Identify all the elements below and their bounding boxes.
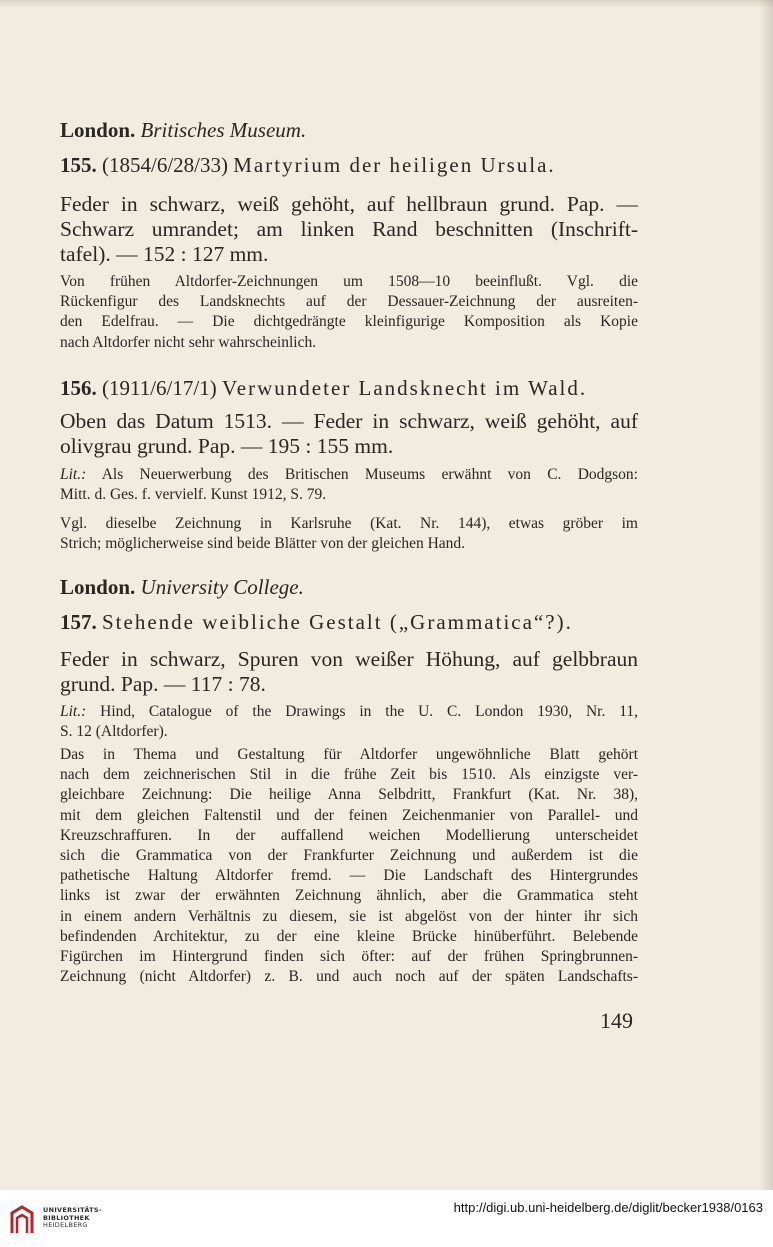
text-line: olivgrau grund. Pap. — 195 : 155 mm. — [60, 434, 394, 458]
section-institution: University College. — [140, 575, 304, 599]
text-line: tafel). — 152 : 127 mm. — [60, 242, 269, 266]
page-shadow-top — [0, 0, 773, 8]
entry-number: 156. — [60, 376, 97, 400]
entry-155-description — [60, 192, 638, 267]
section-city: London. — [60, 575, 136, 599]
entry-155-title-line — [60, 153, 638, 178]
text-line: Zeichnung (nicht Altdorfer) z. B. und auch noch auf der späten Landschafts- — [60, 968, 638, 986]
text-line: mit dem gleichen Faltenstil und der feinen Zeichenmanier von Parallel- und — [60, 806, 638, 824]
text-line: Oben das Datum 1513. — Feder in schwarz, weiß gehöht, auf — [60, 409, 638, 433]
text-line: Das in Thema und Gestaltung für Altdorfer ungewöhnliche Blatt gehört — [60, 746, 638, 763]
text-line: Mitt. d. Ges. f. vervielf. Kunst 1912, S. 79. — [60, 486, 327, 504]
source-url[interactable]: http://digi.ub.uni-heidelberg.de/diglit/becker1938/0163 — [453, 1200, 763, 1215]
logo-line: UNIVERSITÄTS- — [43, 1206, 102, 1214]
entry-number: 157. — [60, 610, 97, 634]
section-institution: Britisches Museum. — [140, 118, 307, 142]
entry-156-literature — [60, 465, 638, 505]
entry-title: Stehende weibliche Gestalt („Grammatica“?). — [102, 610, 573, 634]
inventory-number: (1911/6/17/1) — [102, 376, 217, 400]
entry-156-description — [60, 409, 638, 459]
viewer-footer — [0, 1190, 773, 1247]
text-line: Vgl. dieselbe Zeichnung in Karlsruhe (Kat. Nr. 144), etwas gröber im — [60, 515, 638, 532]
text-line: Figürchen im Hintergrund finden sich öfter: auf der frühen Springbrunnen- — [60, 947, 638, 965]
entry-title: Verwundeter Landsknecht im Wald. — [221, 376, 588, 400]
text-line — [60, 702, 638, 722]
text-line: den Edelfrau. — Die dichtgedrängte kleinfigurige Komposition als Kopie — [60, 313, 638, 331]
text-line: Feder in schwarz, Spuren von weißer Höhung, auf gelbbraun — [60, 647, 638, 671]
text-line: nach Altdorfer nicht sehr wahrscheinlich. — [60, 333, 317, 351]
text-line: befindenden Architektur, zu der eine kleine Brücke hinüberführt. Belebende — [60, 927, 638, 945]
text-line: Rückenfigur des Landsknechts auf der Dessauer-Zeichnung der ausreiten- — [60, 293, 638, 311]
entry-title: Martyrium der heiligen Ursula. — [233, 153, 556, 177]
lit-text: Als Neuerwerbung des Britischen Museums erwähnt von C. Dodgson: — [86, 466, 638, 483]
text-line: in einem andern Verhältnis zu diesem, sie ist abgelöst von der hinter ihr sich — [60, 907, 638, 925]
lit-text: Hind, Catalogue of the Drawings in the U. C. London 1930, Nr. 11, — [86, 703, 638, 720]
section-city: London. — [60, 118, 136, 142]
logo-line: HEIDELBERG — [43, 1221, 88, 1230]
logo-line: BIBLIOTHEK — [43, 1213, 90, 1222]
text-line: sich die Grammatica von der Frankfurter Zeichnung und außerdem ist die — [60, 846, 638, 864]
text-line: S. 12 (Altdorfer). — [60, 723, 168, 741]
entry-155-note — [60, 272, 638, 353]
inventory-number: (1854/6/28/33) — [102, 153, 228, 177]
library-logo-icon — [8, 1205, 36, 1235]
entry-157-literature — [60, 702, 638, 742]
entry-157-title-line — [60, 610, 638, 635]
text-line: Von frühen Altdorfer-Zeichnungen um 1508—10 beeinflußt. Vgl. die — [60, 273, 638, 290]
text-line: links ist zwar der erwähnten Zeichnung ähnlich, aber die Grammatica steht — [60, 887, 638, 905]
library-logo-text — [43, 1207, 102, 1230]
text-line: Schwarz umrandet; am linken Rand beschnitten (Inschrift- — [60, 217, 638, 241]
text-line: nach dem zeichnerischen Stil in die frühe Zeit bis 1510. Als einzigste ver- — [60, 766, 638, 784]
text-line — [60, 465, 638, 485]
text-line: gleichbare Zeichnung: Die heilige Anna Selbdritt, Frankfurt (Kat. Nr. 38), — [60, 786, 638, 804]
page-number: 149 — [600, 1008, 633, 1033]
text-line: Kreuzschraffuren. In der auffallend weichen Modellierung unterscheidet — [60, 826, 638, 844]
entry-157-description — [60, 647, 638, 697]
lit-label: Lit.: — [60, 703, 87, 720]
text-line: Feder in schwarz, weiß gehöht, auf hellbraun grund. Pap. — — [60, 192, 638, 216]
section-heading-british-museum — [60, 118, 638, 143]
text-line: grund. Pap. — 117 : 78. — [60, 672, 266, 696]
section-heading-university-college — [60, 575, 638, 600]
text-line: pathetische Haltung Altdorfer fremd. — Die Landschaft des Hintergrundes — [60, 867, 638, 885]
entry-156-note — [60, 514, 638, 554]
lit-label: Lit.: — [60, 466, 87, 483]
entry-157-note — [60, 745, 638, 987]
entry-number: 155. — [60, 153, 97, 177]
page-shadow-right — [759, 0, 773, 1190]
text-line: Strich; möglicherweise sind beide Blätter von der gleichen Hand. — [60, 535, 466, 553]
entry-156-title-line — [60, 376, 638, 401]
